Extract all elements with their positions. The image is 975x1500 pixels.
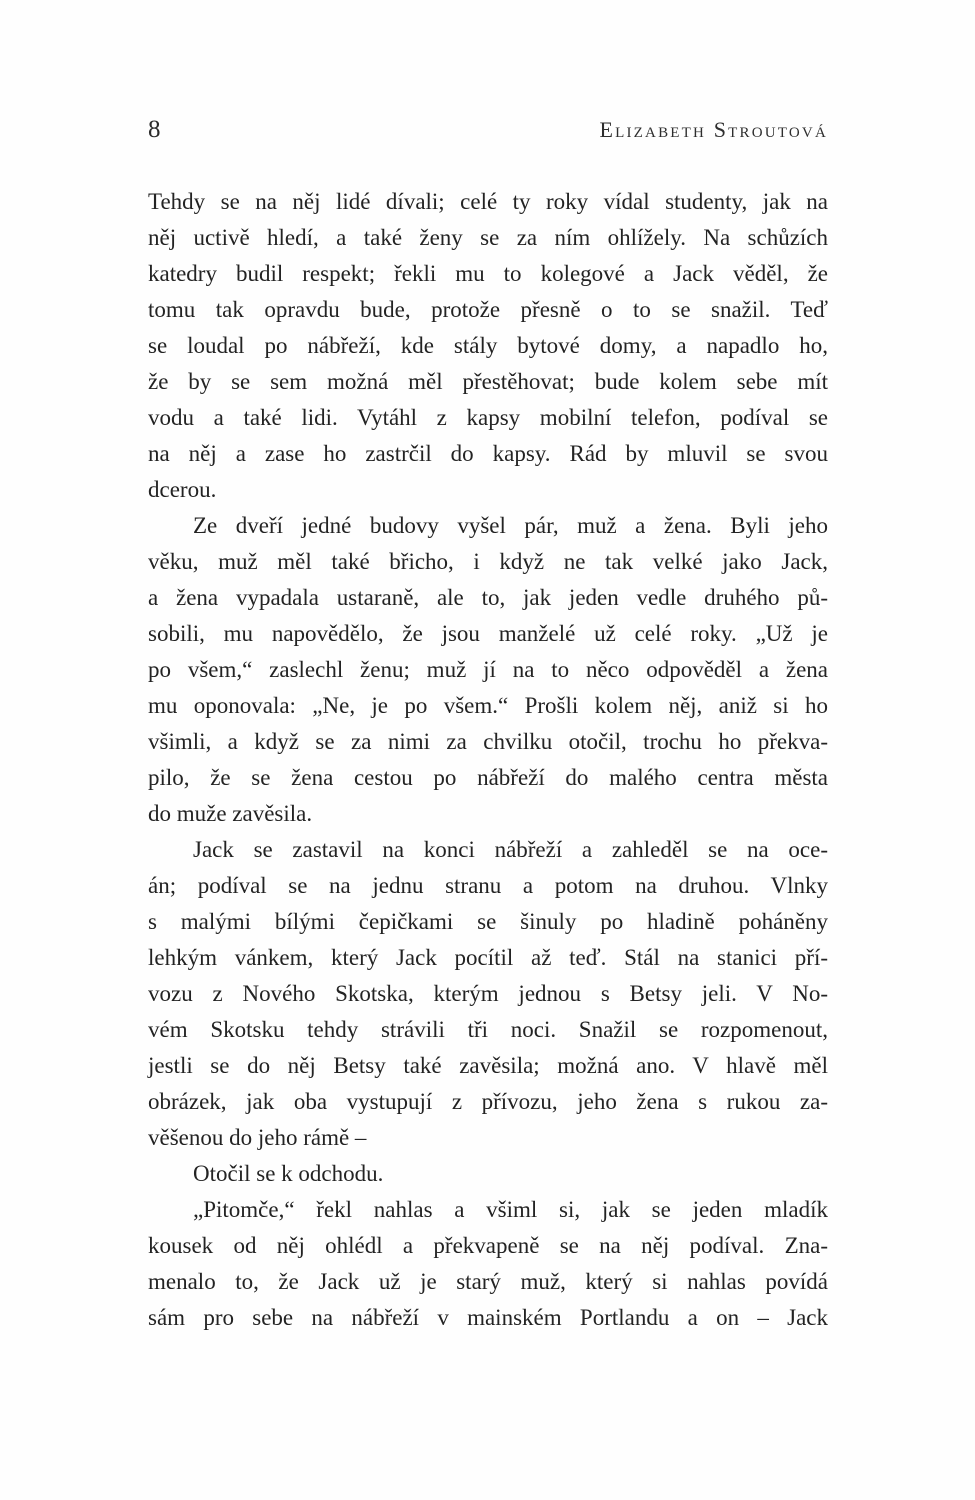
text-line: „Pitomče,“ řekl nahlas a všiml si, jak se jeden mladík bbox=[193, 1197, 828, 1222]
text-line: s malými bílými čepičkami se šinuly po hladině poháněny bbox=[148, 909, 828, 934]
text-line: po všem,“ zaslechl ženu; muž jí na to něco odpověděl a žena bbox=[148, 657, 828, 682]
text-line: dcerou. bbox=[148, 477, 217, 502]
text-line: Ze dveří jedné budovy vyšel pár, muž a žena. Byli jeho bbox=[193, 513, 828, 538]
paragraph bbox=[148, 832, 828, 1156]
text-line: Jack se zastavil na konci nábřeží a zahleděl se na oce- bbox=[193, 837, 828, 862]
page-header bbox=[148, 116, 828, 144]
text-line: Tehdy se na něj lidé dívali; celé ty roky vídal studenty, jak na bbox=[148, 189, 828, 214]
text-line: že by se sem možná měl přestěhovat; bude kolem sebe mít bbox=[148, 369, 828, 394]
text-line: lehkým vánkem, který Jack pocítil až teď. Stál na stanici pří- bbox=[148, 945, 828, 970]
text-line: tomu tak opravdu bude, protože přesně o to se snažil. Teď bbox=[148, 297, 828, 322]
text-line: Otočil se k odchodu. bbox=[193, 1161, 384, 1186]
text-line: jestli se do něj Betsy také zavěsila; možná ano. V hlavě měl bbox=[148, 1053, 828, 1078]
text-line: něj uctivě hledí, a také ženy se za ním ohlížely. Na schůzích bbox=[148, 225, 828, 250]
text-line: sobili, mu napovědělo, že jsou manželé už celé roky. „Už je bbox=[148, 621, 828, 646]
text-line: vém Skotsku tehdy strávili tři noci. Snažil se rozpomenout, bbox=[148, 1017, 828, 1042]
text-line: všimli, a když se za nimi za chvilku otočil, trochu ho překva- bbox=[148, 729, 828, 754]
text-line: menalo to, že Jack už je starý muž, který si nahlas povídá bbox=[148, 1269, 828, 1294]
paragraph bbox=[148, 1156, 828, 1192]
text-line: obrázek, jak oba vystupují z přívozu, jeho žena s rukou za- bbox=[148, 1089, 828, 1114]
text-line: sám pro sebe na nábřeží v mainském Portlandu a on – Jack bbox=[148, 1305, 828, 1330]
text-line: na něj a zase ho zastrčil do kapsy. Rád by mluvil se svou bbox=[148, 441, 828, 466]
paragraph bbox=[148, 508, 828, 832]
text-line: věku, muž měl také břicho, i když ne tak velké jako Jack, bbox=[148, 549, 828, 574]
running-title: Elizabeth Stroutová bbox=[599, 117, 828, 142]
page-number: 8 bbox=[148, 116, 161, 143]
text-line: án; podíval se na jednu stranu a potom na druhou. Vlnky bbox=[148, 873, 828, 898]
text-line: vodu a také lidi. Vytáhl z kapsy mobilní telefon, podíval se bbox=[148, 405, 828, 430]
body-text bbox=[148, 184, 828, 1336]
text-line: do muže zavěsila. bbox=[148, 801, 313, 826]
text-line: vozu z Nového Skotska, kterým jednou s Betsy jeli. V No- bbox=[148, 981, 828, 1006]
text-line: a žena vypadala ustaraně, ale to, jak jeden vedle druhého pů- bbox=[148, 585, 828, 610]
text-line: pilo, že se žena cestou po nábřeží do malého centra města bbox=[148, 765, 828, 790]
text-line: katedry budil respekt; řekli mu to kolegové a Jack věděl, že bbox=[148, 261, 828, 286]
text-line: se loudal po nábřeží, kde stály bytové domy, a napadlo ho, bbox=[148, 333, 828, 358]
paragraph bbox=[148, 1192, 828, 1336]
paragraph bbox=[148, 184, 828, 508]
text-line: věšenou do jeho rámě – bbox=[148, 1125, 367, 1150]
text-line: mu oponovala: „Ne, je po všem.“ Prošli kolem něj, aniž si ho bbox=[148, 693, 828, 718]
text-line: kousek od něj ohlédl a překvapeně se na něj podíval. Zna- bbox=[148, 1233, 828, 1258]
